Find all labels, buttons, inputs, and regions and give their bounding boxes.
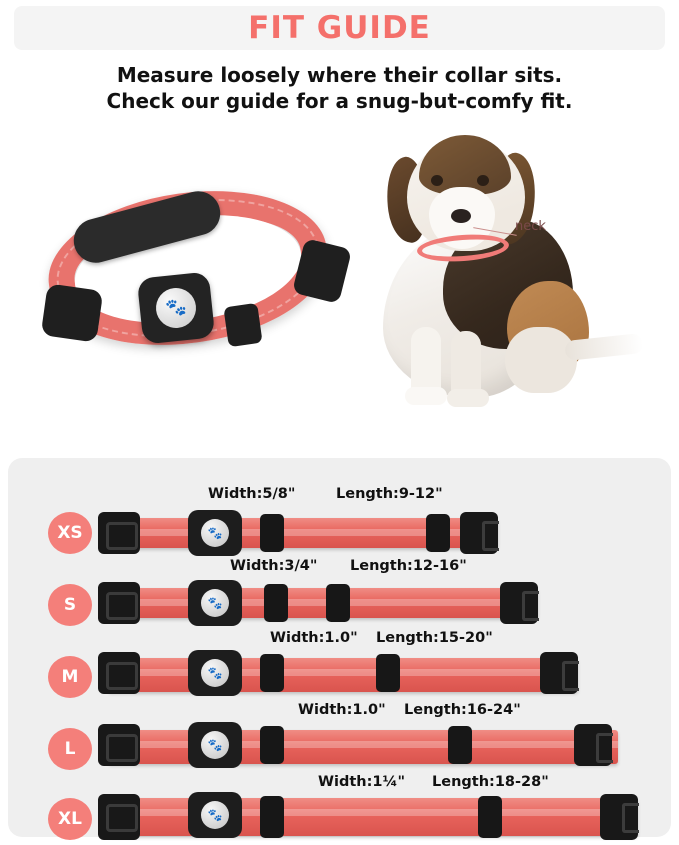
strap-s [108, 588, 538, 618]
slider-l [260, 726, 284, 764]
paw-print-icon: 🐾 [154, 286, 198, 330]
size-badge-l: L [48, 728, 92, 770]
paw-print-icon: 🐾 [201, 519, 229, 547]
adjuster-xs [426, 514, 450, 552]
size-xl-length-label: Length:18-28" [432, 774, 549, 790]
dog-nose [451, 209, 471, 223]
slider-m [260, 654, 284, 692]
size-xs-width-label: Width:5/8" [208, 486, 296, 502]
size-badge-m: M [48, 656, 92, 698]
airtag-holder [137, 271, 216, 344]
slider-xl [260, 796, 284, 838]
size-m-length-label: Length:15-20" [376, 630, 493, 646]
airtag-holder-l [188, 722, 242, 768]
end-buckle-m [540, 652, 578, 694]
airtag-holder-m [188, 650, 242, 696]
size-chart-panel [8, 458, 671, 837]
subtitle-line-2: Check our guide for a snug-but-comfy fit. [106, 89, 573, 114]
size-xs-length-label: Length:9-12" [336, 486, 443, 502]
buckle-xl [98, 794, 140, 840]
size-row-xs [8, 476, 671, 548]
page-title: FIT GUIDE [248, 10, 431, 46]
collar-slider [223, 303, 262, 347]
end-buckle-xl [600, 794, 638, 840]
dog-photo [355, 131, 655, 421]
slider-xs [260, 514, 284, 552]
end-buckle-s [500, 582, 538, 624]
dog-hind-leg [505, 327, 577, 393]
size-m-width-label: Width:1.0" [270, 630, 358, 646]
size-row-s [8, 548, 671, 620]
buckle-m [98, 652, 140, 694]
dog-eye-left [431, 175, 443, 186]
neck-annotation: neck [515, 218, 546, 234]
subtitle-block [0, 62, 679, 115]
airtag-holder-xl [188, 792, 242, 838]
subtitle-line-1: Measure loosely where their collar sits. [116, 63, 563, 87]
size-xl-width-label: Width:1¼" [318, 774, 406, 790]
fit-guide-header [14, 6, 665, 50]
size-badge-xl: XL [48, 798, 92, 840]
paw-print-icon: 🐾 [201, 659, 229, 687]
size-l-width-label: Width:1.0" [298, 702, 386, 718]
size-row-m [8, 620, 671, 692]
paw-print-icon: 🐾 [201, 731, 229, 759]
size-row-xl [8, 764, 671, 836]
collar-quick-release-buckle [41, 283, 104, 342]
strap-l [108, 730, 618, 764]
adjuster-s [326, 584, 350, 622]
dog-paw-right [447, 389, 489, 407]
end-buckle-l [574, 724, 612, 766]
paw-print-icon: 🐾 [201, 801, 229, 829]
slider-s [264, 584, 288, 622]
size-badge-xs: XS [48, 512, 92, 554]
size-row-l [8, 692, 671, 764]
adjuster-m [376, 654, 400, 692]
dog-paw-left [405, 387, 447, 405]
buckle-l [98, 724, 140, 766]
dog-head-markings [419, 135, 511, 195]
hero-images [0, 121, 679, 421]
size-s-length-label: Length:12-16" [350, 558, 467, 574]
adjuster-xl [478, 796, 502, 838]
size-badge-s: S [48, 584, 92, 626]
paw-print-icon: 🐾 [201, 589, 229, 617]
adjuster-l [448, 726, 472, 764]
size-l-length-label: Length:16-24" [404, 702, 521, 718]
strap-m [108, 658, 578, 692]
size-s-width-label: Width:3/4" [230, 558, 318, 574]
collar-product-photo [30, 183, 350, 358]
buckle-s [98, 582, 140, 624]
dog-eye-right [477, 175, 489, 186]
